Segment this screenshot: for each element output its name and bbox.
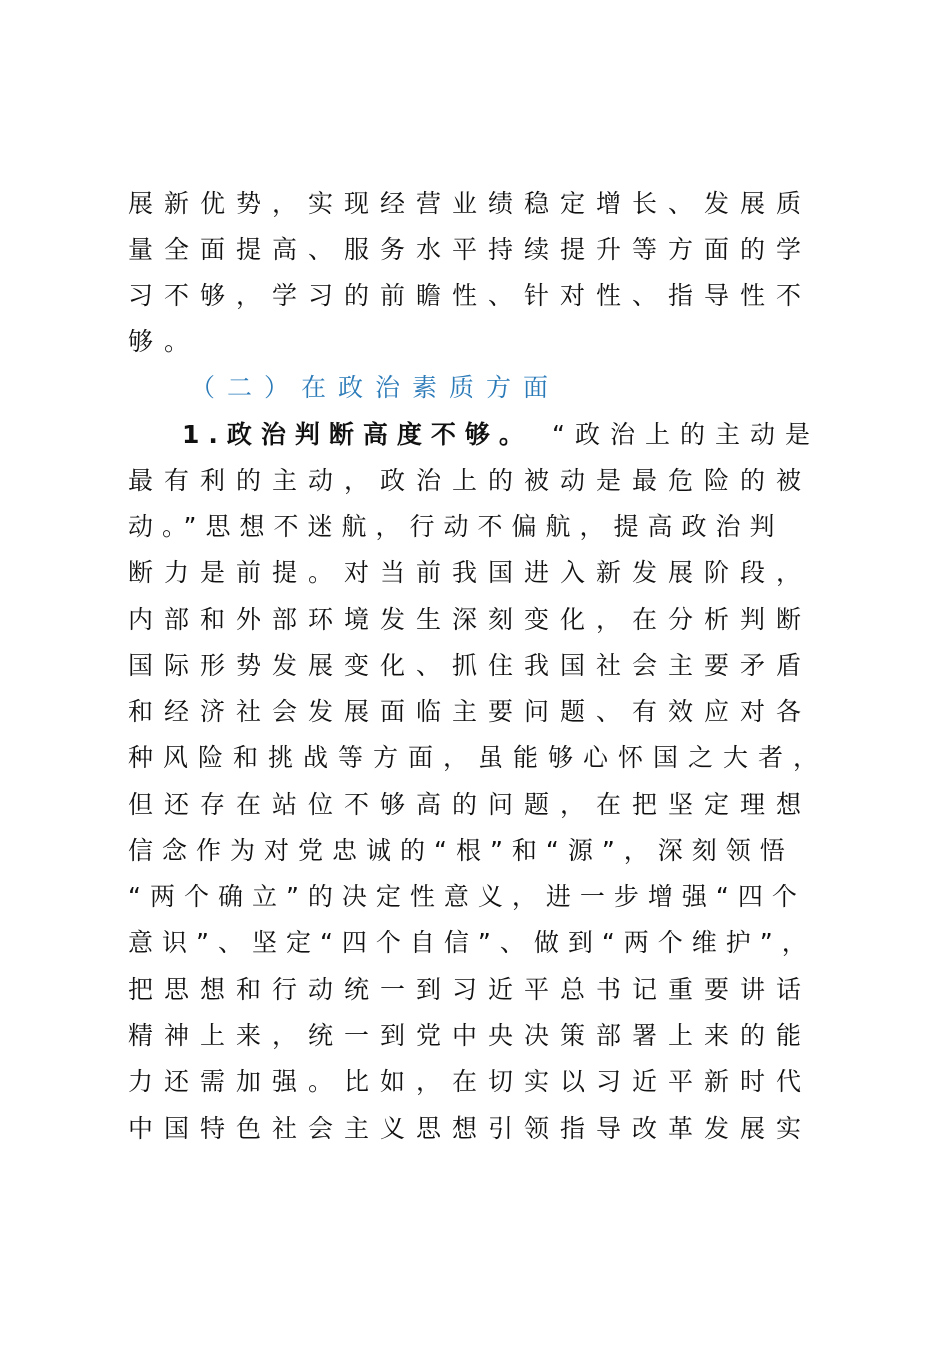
paragraph-line: 种风险和挑战等方面，虽能够心怀国之大者， — [128, 743, 829, 772]
paragraph-line: 动。”思想不迷航，行动不偏航，提高政治判 — [128, 512, 784, 541]
paragraph-line: 和经济社会发展面临主要问题、有效应对各 — [128, 697, 813, 726]
paragraph-line: 习不够，学习的前瞻性、针对性、指导性不 — [128, 281, 813, 310]
paragraph-line: 把思想和行动统一到习近平总书记重要讲话 — [128, 975, 813, 1004]
paragraph-line: 力还需加强。比如，在切实以习近平新时代 — [128, 1067, 813, 1096]
paragraph-line: “两个确立”的决定性意义，进一步增强“四个 — [128, 882, 806, 911]
paragraph-line: 内部和外部环境发生深刻变化，在分析判断 — [128, 605, 813, 634]
paragraph-line: 最有利的主动，政治上的被动是最危险的被 — [128, 466, 813, 495]
paragraph-line: 断力是前提。对当前我国进入新发展阶段， — [128, 558, 813, 587]
paragraph-line: 展新优势，实现经营业绩稳定增长、发展质 — [128, 189, 813, 218]
section-heading: （二）在政治素质方面 — [190, 373, 561, 402]
subsection-title: 1.政治判断高度不够。 — [182, 420, 533, 449]
paragraph-line: 国际形势发展变化、抓住我国社会主要矛盾 — [128, 651, 813, 680]
paragraph-line: 够。 — [128, 327, 201, 356]
paragraph-line: 量全面提高、服务水平持续提升等方面的学 — [128, 235, 813, 264]
paragraph-line: 信念作为对党忠诚的“根”和“源”，深刻领悟 — [128, 836, 794, 865]
paragraph-line: “政治上的主动是 — [552, 420, 820, 449]
paragraph-line: 精神上来，统一到党中央决策部署上来的能 — [128, 1021, 813, 1050]
paragraph-line: 中国特色社会主义思想引领指导改革发展实 — [128, 1114, 813, 1143]
paragraph-line: 但还存在站位不够高的问题，在把坚定理想 — [128, 790, 813, 819]
paragraph-line: 意识”、坚定“四个自信”、做到“两个维护”， — [128, 928, 816, 957]
